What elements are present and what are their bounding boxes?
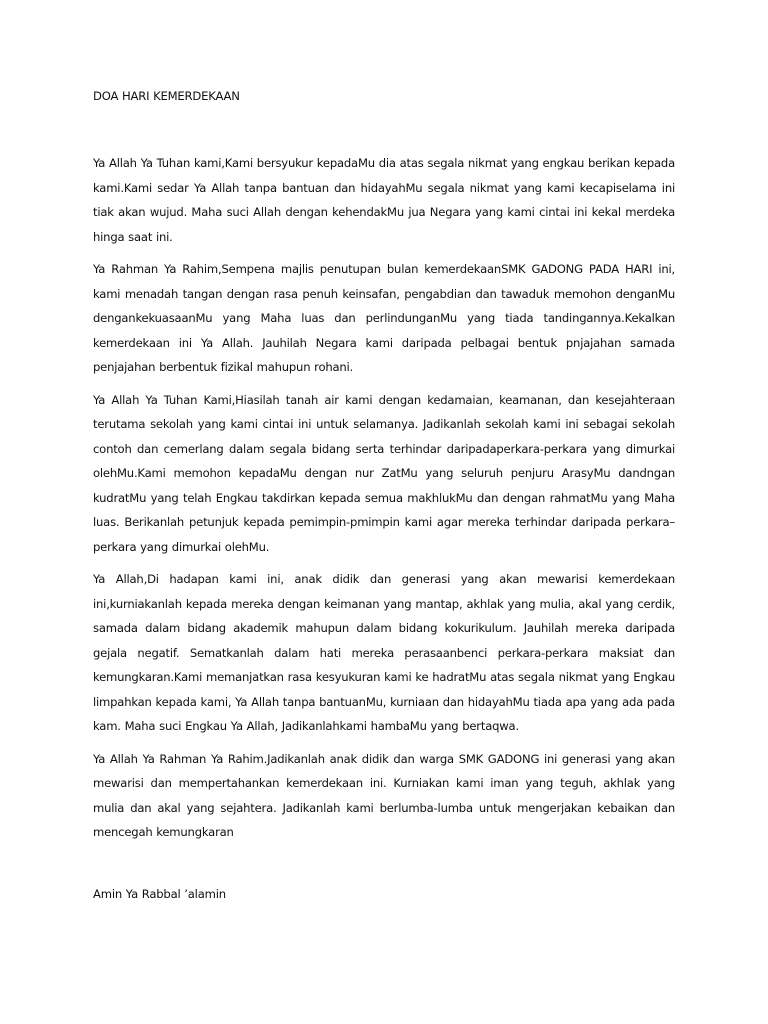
paragraph-3: Ya Allah Ya Tuhan Kami,Hiasilah tanah air kami dengan kedamaian, keamanan, dan kesejahteraan terutama sekolah yang kami cintai ini untuk selamanya. Jadikanlah sekolah kami ini sebagai sekolah contoh dan cemerlang dalam segala bidang serta terhindar daripadaperkara-perkara yang dimurkai olehMu.Kami memohon kepadaMu dengan nur ZatMu yang seluruh penjuru ArasyMu dandngan kudratMu yang telah Engkau takdirkan kepada semua makhlukMu dan dengan rahmatMu yang Maha luas. Berikanlah petunjuk kepada pemimpin-pmimpin kami agar mereka terhindar daripada perkara– perkara yang dimurkai olehMu. [93, 392, 675, 554]
closing-line: Amin Ya Rabbal ’alamin [93, 886, 226, 901]
document-body [93, 87, 675, 903]
paragraph-5: Ya Allah Ya Rahman Ya Rahim.Jadikanlah anak didik dan warga SMK GADONG ini generasi yang akan mewarisi dan mempertahankan kemerdekaan ini. Kurniakan kami iman yang teguh, akhlak yang mulia dan akal yang sejahtera. Jadikanlah kami berlumba-lumba untuk mengerjakan kebaikan dan mencegah kemungkaran [93, 751, 675, 839]
paragraph-4: Ya Allah,Di hadapan kami ini, anak didik dan generasi yang akan mewarisi kemerdekaan ini,kurniakanlah kepada mereka dengan keimanan yang mantap, akhlak yang mulia, akal yang cerdik, samada dalam bidang akademik mahupun dalam bidang kokurikulum. Jauhilah mereka daripada gejala negatif. Sematkanlah dalam hati mereka perasaanbenci perkara-perkara maksiat dan kemungkaran.Kami memanjatkan rasa kesyukuran kami ke hadratMu atas segala nikmat yang Engkau limpahkan kepada kami, Ya Allah tanpa bantuanMu, kurniaan dan hidayahMu tiada apa yang ada pada kam. Maha suci Engkau Ya Allah, Jadikanlahkami hambaMu yang bertaqwa. [93, 572, 675, 733]
paragraph-1: Ya Allah Ya Tuhan kami,Kami bersyukur kepadaMu dia atas segala nikmat yang engkau berikan kepada kami.Kami sedar Ya Allah tanpa bantuan dan hidayahMu segala nikmat yang kami kecapiselama ini tiak akan wujud. Maha suci Allah dengan kehendakMu jua Negara yang kami cintai ini kekal merdeka hinga saat ini. [93, 156, 675, 244]
paragraph-2: Ya Rahman Ya Rahim,Sempena majlis penutupan bulan kemerdekaanSMK GADONG PADA HARI ini, kami menadah tangan dengan rasa penuh keinsafan, pengabdian dan tawaduk memohon denganMu dengankekuasaanMu yang Maha luas dan perlindunganMu yang tiada tandingannya.Kekalkan kemerdekaan ini Ya Allah. Jauhilah Negara kami daripada pelbagai bentuk pnjajahan samada penjajahan berbentuk fizikal mahupun rohani. [93, 262, 675, 374]
document-title: DOA HARI KEMERDEKAAN [93, 89, 240, 103]
